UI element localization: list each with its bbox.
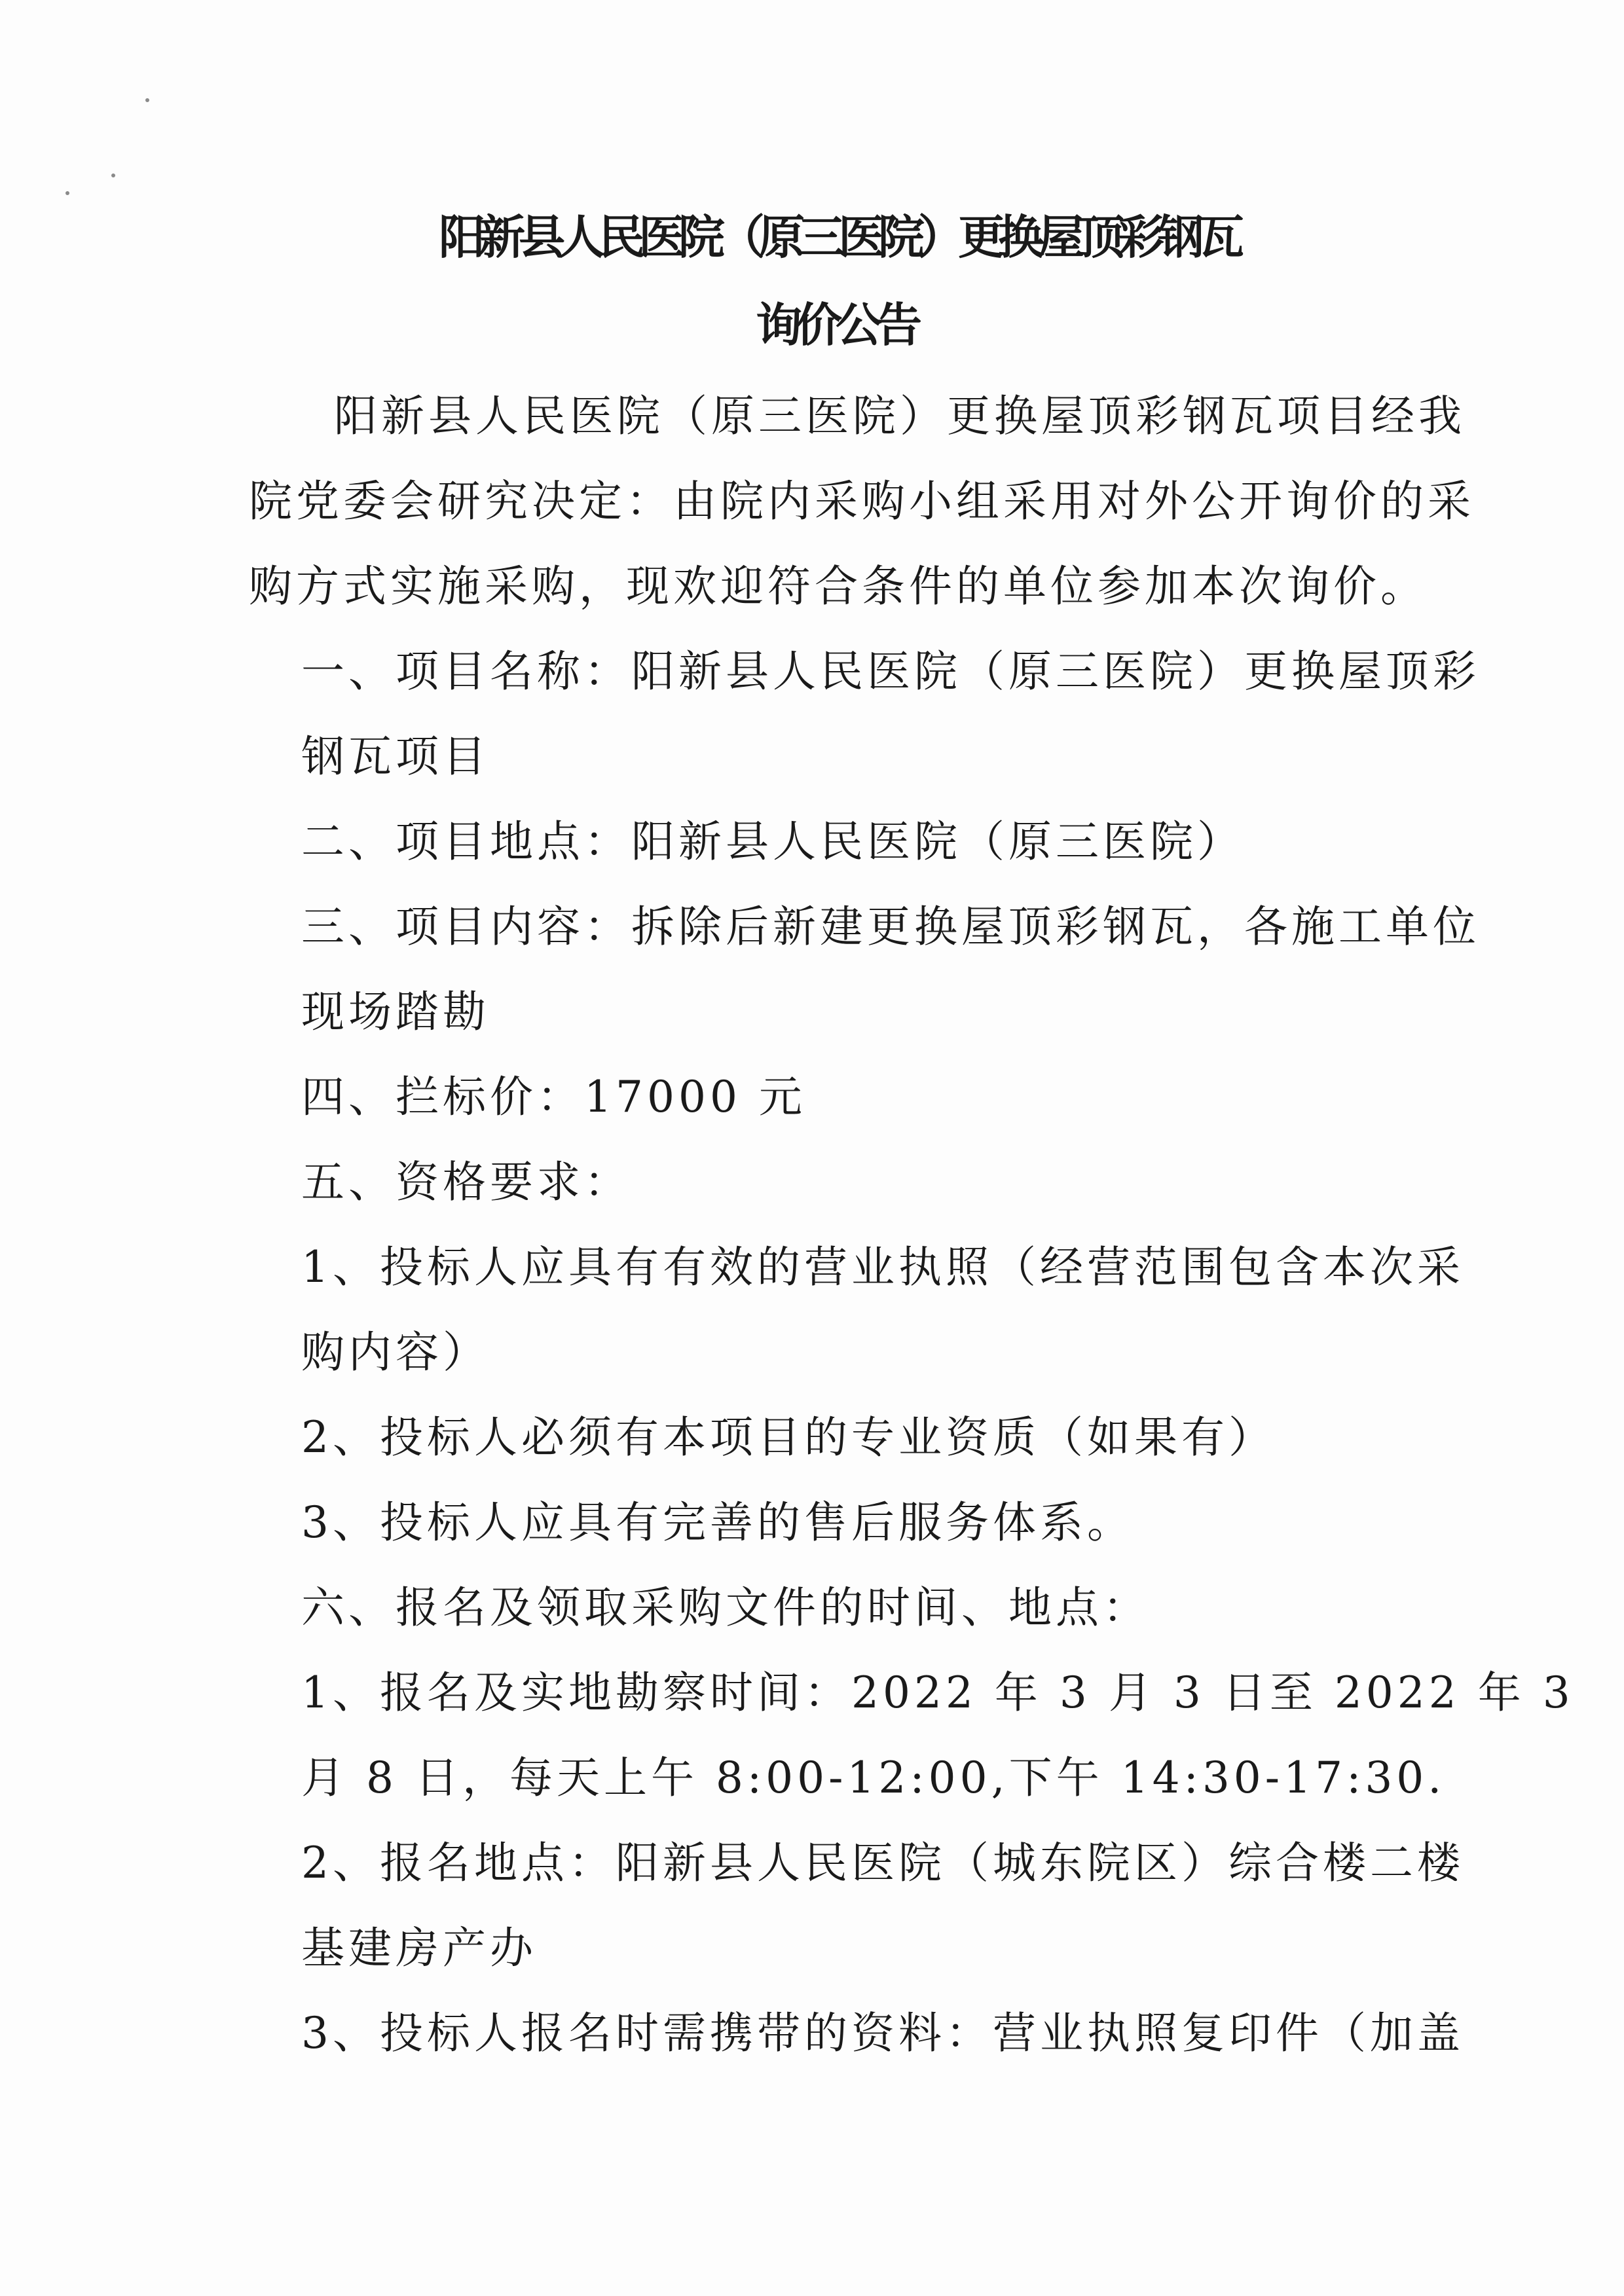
body-line: 一、项目名称：阳新县人民医院（原三医院）更换屋顶彩 bbox=[301, 646, 1480, 697]
title-line-1: 阳新县人民医院（原三医院）更换屋顶彩钢瓦 bbox=[438, 210, 1238, 264]
scan-speck bbox=[65, 191, 69, 195]
body-line: 二、项目地点：阳新县人民医院（原三医院） bbox=[301, 816, 1244, 867]
body-line: 购内容） bbox=[301, 1327, 490, 1377]
body-line: 2、报名地点：阳新县人民医院（城东院区）综合楼二楼 bbox=[301, 1838, 1464, 1888]
body-line: 购方式实施采购，现欢迎符合条件的单位参加本次询价。 bbox=[249, 561, 1428, 611]
body-line: 现场踏勘 bbox=[301, 987, 490, 1037]
body-line: 基建房产办 bbox=[301, 1923, 537, 1973]
title-line-2: 询价公告 bbox=[755, 298, 915, 352]
scan-speck bbox=[111, 173, 115, 177]
body-line: 阳新县人民医院（原三医院）更换屋顶彩钢瓦项目经我 bbox=[334, 391, 1466, 441]
body-line: 1、投标人应具有有效的营业执照（经营范围包含本次采 bbox=[301, 1242, 1464, 1292]
body-line: 三、项目内容：拆除后新建更换屋顶彩钢瓦，各施工单位 bbox=[301, 902, 1480, 952]
body-line: 钢瓦项目 bbox=[301, 731, 490, 782]
body-line: 六、报名及领取采购文件的时间、地点： bbox=[301, 1582, 1150, 1633]
body-line: 3、投标人应具有完善的售后服务体系。 bbox=[301, 1497, 1134, 1548]
body-line: 四、拦标价：17000 元 bbox=[301, 1072, 806, 1122]
scan-speck bbox=[145, 98, 149, 102]
body-line: 2、投标人必须有本项目的专业资质（如果有） bbox=[301, 1412, 1276, 1463]
body-line: 1、报名及实地勘察时间：2022 年 3 月 3 日至 2022 年 3 bbox=[301, 1667, 1574, 1718]
body-line: 月 8 日，每天上午 8:00-12:00,下午 14:30-17:30. bbox=[301, 1753, 1446, 1803]
body-line: 院党委会研究决定：由院内采购小组采用对外公开询价的采 bbox=[249, 476, 1475, 526]
body-line: 3、投标人报名时需携带的资料：营业执照复印件（加盖 bbox=[301, 2008, 1464, 2058]
body-line: 五、资格要求： bbox=[301, 1157, 631, 1207]
